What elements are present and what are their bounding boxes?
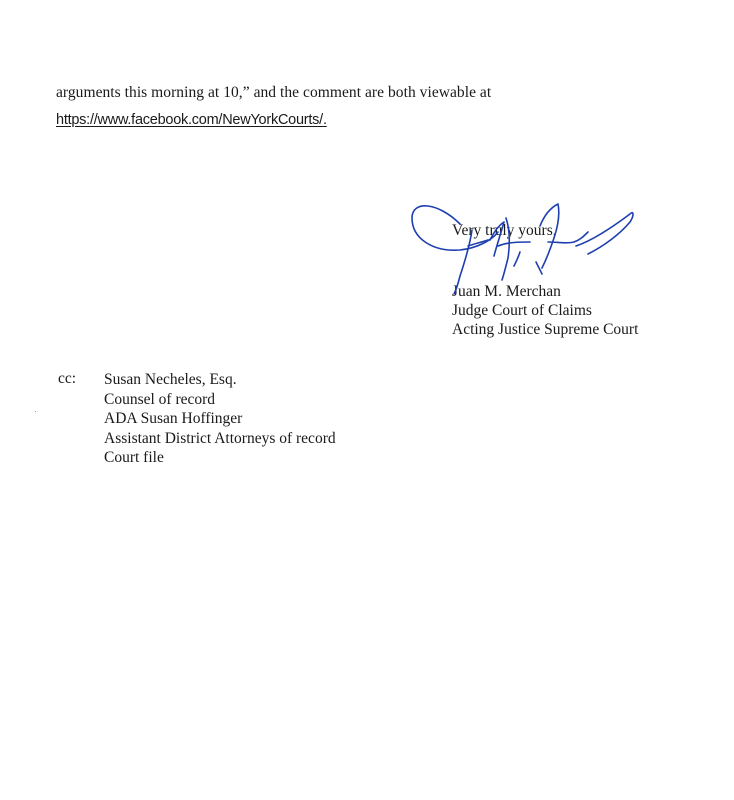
signer-title-judge: Judge Court of Claims: [452, 302, 592, 319]
cc-recipient: Court file: [104, 449, 164, 467]
scan-speck: [35, 411, 36, 412]
closing-salutation: Very truly yours,: [452, 222, 557, 239]
cc-recipient: ADA Susan Hoffinger: [104, 410, 243, 428]
signer-title-justice: Acting Justice Supreme Court: [452, 321, 639, 338]
cc-recipient: Assistant District Attorneys of record: [104, 429, 336, 447]
cc-label: cc:: [58, 370, 77, 387]
signer-name: Juan M. Merchan: [452, 283, 561, 300]
cc-recipient: Counsel of record: [104, 390, 216, 408]
cc-recipient-list: [104, 370, 336, 468]
body-text-line: arguments this morning at 10,” and the comment are both viewable at: [56, 84, 492, 101]
facebook-link[interactable]: https://www.facebook.com/NewYorkCourts/.: [56, 112, 327, 128]
cc-recipient: Susan Necheles, Esq.: [104, 371, 237, 388]
closing-block: [452, 221, 638, 339]
